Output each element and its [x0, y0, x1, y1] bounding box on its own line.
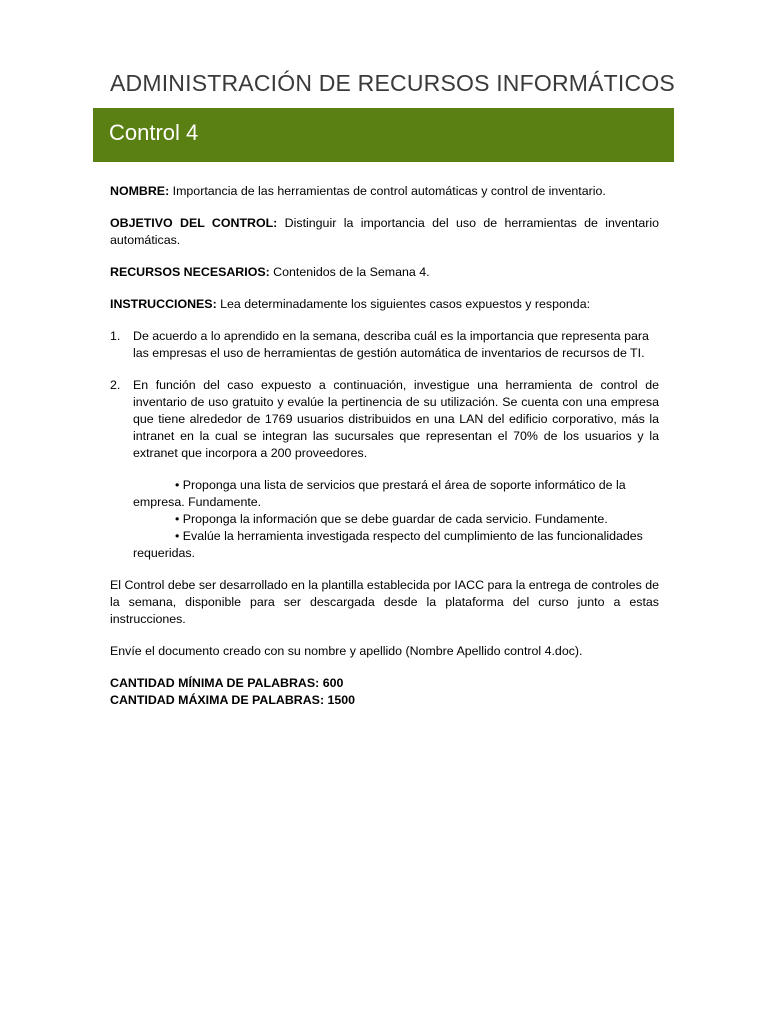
max-words: CANTIDAD MÁXIMA DE PALABRAS: 1500	[110, 693, 356, 707]
question-number: 1.	[110, 329, 121, 343]
objetivo-paragraph	[110, 215, 659, 249]
bullet-item: • Evalúe la herramienta investigada respecto del cumplimiento de las funcionalidades requeridas.	[133, 529, 643, 560]
question-1	[110, 328, 659, 362]
question-text: En función del caso expuesto a continuación, investigue una herramienta de control de inventario de uso gratuito y evalúe la pertinencia de su utilización. Se cuenta con una empresa que tiene alrededor de 1769 usuarios distribuidos en una LAN del edificio corporativo, más la intranet en la cual se integran las sucursales que representan el 70% de los usuarios y la extranet que incorpora a 200 proveedores.	[133, 378, 659, 460]
instrucciones-paragraph	[110, 296, 659, 313]
question-2	[110, 377, 659, 462]
bullet-item: • Proponga una lista de servicios que prestará el área de soporte informático de la empresa. Fundamente.	[133, 478, 626, 509]
course-title: ADMINISTRACIÓN DE RECURSOS INFORMÁTICOS	[110, 70, 675, 96]
document-body	[110, 183, 659, 709]
recursos-paragraph	[110, 264, 659, 281]
instrucciones-value: Lea determinadamente los siguientes casos expuestos y responda:	[216, 297, 591, 311]
template-note: El Control debe ser desarrollado en la plantilla establecida por IACC para la entrega de controles de la semana, disponible para ser descargada desde la plataforma del curso junto a estas instrucciones.	[110, 578, 659, 626]
instrucciones-label: INSTRUCCIONES:	[110, 297, 217, 311]
question-text: De acuerdo a lo aprendido en la semana, describa cuál es la importancia que representa para las empresas el uso de herramientas de gestión automática de inventarios de recursos de TI.	[133, 329, 649, 360]
nombre-paragraph	[110, 183, 659, 200]
recursos-label: RECURSOS NECESARIOS:	[110, 265, 270, 279]
objetivo-label: OBJETIVO DEL CONTROL:	[110, 216, 278, 230]
bullet-list	[110, 477, 659, 562]
min-words: CANTIDAD MÍNIMA DE PALABRAS: 600	[110, 676, 344, 690]
recursos-value: Contenidos de la Semana 4.	[269, 265, 430, 279]
banner-title: Control 4	[109, 120, 199, 145]
nombre-label: NOMBRE:	[110, 184, 170, 198]
send-note: Envíe el documento creado con su nombre y apellido (Nombre Apellido control 4.doc).	[110, 644, 583, 658]
question-number: 2.	[110, 378, 121, 392]
bullet-item: • Proponga la información que se debe guardar de cada servicio. Fundamente.	[175, 512, 608, 526]
control-banner	[93, 108, 674, 162]
objetivo-value: Distinguir la importancia del uso de herramientas de inventario automáticas.	[110, 216, 660, 247]
nombre-value: Importancia de las herramientas de control automáticas y control de inventario.	[169, 184, 606, 198]
